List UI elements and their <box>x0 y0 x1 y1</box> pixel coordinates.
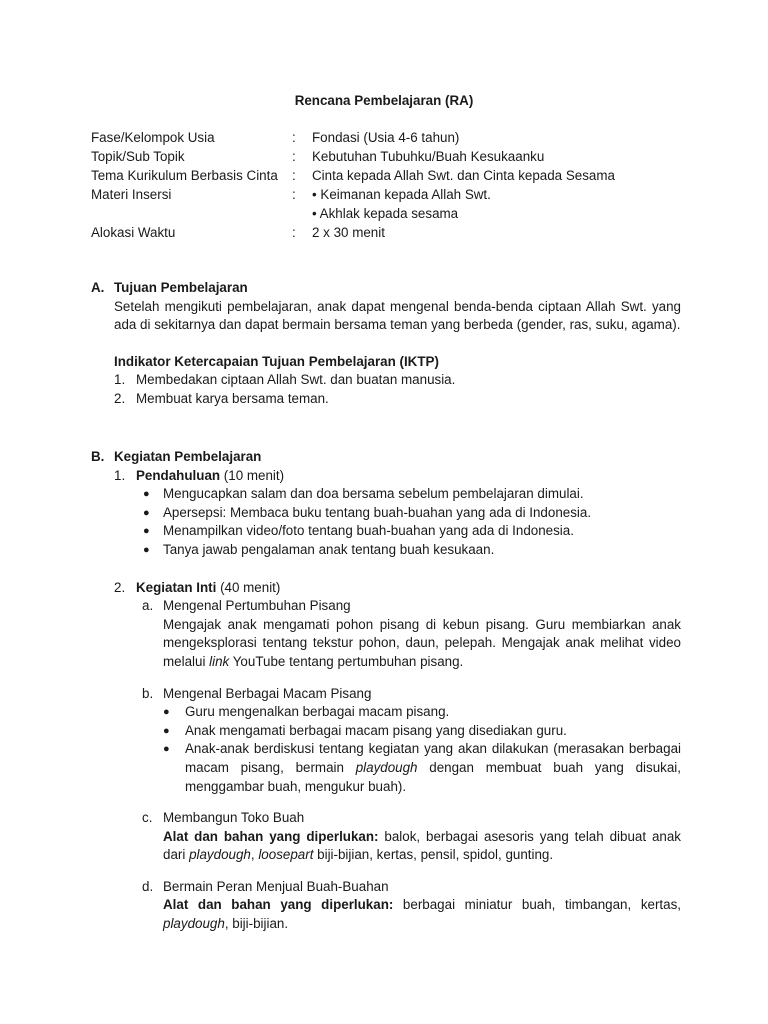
meta-value <box>312 148 692 167</box>
section-a-body <box>91 298 681 409</box>
bullet-text: Menampilkan video/foto tentang buah-buahan yang ada di Indonesia. <box>163 523 574 539</box>
subsection-title: Bermain Peran Menjual Buah-Buahan <box>163 878 389 894</box>
subsection-heading <box>142 685 681 704</box>
pendahuluan-duration: (10 menit) <box>220 467 285 483</box>
bullet-icon: ● <box>143 525 150 538</box>
list-number: 1. <box>114 372 126 388</box>
meta-value-line: Cinta kepada Allah Swt. dan Cinta kepada Sesama <box>312 168 615 183</box>
meta-value-line: Kebutuhan Tubuhku/Buah Kesukaanku <box>312 149 545 164</box>
meta-value-line: Fondasi (Usia 4-6 tahun) <box>312 130 460 145</box>
meta-row <box>91 148 692 167</box>
subsection-title: Mengenal Pertumbuhan Pisang <box>163 598 351 614</box>
meta-colon: : <box>292 225 296 240</box>
bullet-text: Apersepsi: Membaca buku tentang buah-buahan yang ada di Indonesia. <box>163 504 592 520</box>
subsection-heading <box>142 878 681 897</box>
body-italic: playdough <box>355 759 418 775</box>
subsection-letter: c. <box>142 810 153 826</box>
meta-value <box>312 167 692 186</box>
section-title: Tujuan Pembelajaran <box>114 280 248 295</box>
section-number: A. <box>91 280 105 295</box>
bullet-text: Guru mengenalkan berbagai macam pisang. <box>185 704 450 720</box>
meta-value <box>312 224 692 243</box>
meta-value <box>312 129 692 148</box>
document-title: Rencana Pembelajaran (RA) <box>294 93 474 108</box>
list-text: Membedakan ciptaan Allah Swt. dan buatan manusia. <box>136 372 456 388</box>
body-italic: link <box>209 653 230 669</box>
body-italic: loosepart <box>258 847 314 863</box>
body-text: Anak-anak berdiskusi tentang kegiatan yang akan dilakukan (merasakan berbagai macam pisang, bermain <box>185 741 681 775</box>
body-text: berbagai miniatur buah, timbangan, kertas, <box>393 897 682 913</box>
body-bold: Alat dan bahan yang diperlukan: <box>163 828 379 844</box>
body-text: , biji-bijian. <box>224 916 289 932</box>
subsection-heading <box>142 597 681 616</box>
meta-row <box>91 186 692 224</box>
body-bold: Alat dan bahan yang diperlukan: <box>163 897 394 913</box>
bullet-text <box>185 740 681 796</box>
meta-label: Fase/Kelompok Usia <box>91 130 215 145</box>
section-b <box>91 448 681 934</box>
body-text: Mengajak anak mengamati pohon pisang di kebun pisang. Guru membiarkan anak mengeksplorasi tentang tekstur pohon, daun, pelepah. Mengajak anak melihat video melalui <box>163 616 681 669</box>
section-number: B. <box>91 449 105 464</box>
meta-table <box>91 129 692 243</box>
subsection-heading <box>142 809 681 828</box>
inti-label <box>136 579 280 598</box>
meta-label: Materi Insersi <box>91 187 172 202</box>
bullet-icon: ● <box>163 706 170 719</box>
subsection-letter: a. <box>142 598 154 614</box>
section-a-heading <box>91 279 681 298</box>
subsection-a-body <box>142 616 681 672</box>
inti-subsections <box>114 597 681 934</box>
meta-row <box>91 129 692 148</box>
list-number: 1. <box>114 467 126 483</box>
bullet-text: Anak mengamati berbagai macam pisang yang disediakan guru. <box>185 722 567 738</box>
section-b-heading <box>91 448 681 467</box>
bullet-item <box>163 722 681 741</box>
bullet-icon: ● <box>143 506 150 519</box>
subsection-letter: b. <box>142 685 154 701</box>
meta-colon: : <box>292 130 296 145</box>
meta-value <box>312 186 692 224</box>
meta-colon: : <box>292 168 296 183</box>
section-b-body <box>91 467 681 934</box>
subsection-title: Mengenal Berbagai Macam Pisang <box>163 685 372 701</box>
list-text: Membuat karya bersama teman. <box>136 390 329 406</box>
body-text: YouTube tentang pertumbuhan pisang. <box>229 653 464 669</box>
bullet-text: Tanya jawab pengalaman anak tentang buah kesukaan. <box>163 541 495 557</box>
bullet-item <box>143 504 681 523</box>
subsection-letter: d. <box>142 878 154 894</box>
pendahuluan-title: Pendahuluan <box>136 467 221 483</box>
bullet-icon: ● <box>163 724 170 737</box>
meta-label: Alokasi Waktu <box>91 225 176 240</box>
body-text: , <box>250 847 259 863</box>
subsection-d-body <box>142 896 681 933</box>
pendahuluan-bullets <box>114 485 681 559</box>
meta-value-line: • Akhlak kepada sesama <box>312 205 459 221</box>
meta-value-line: • Keimanan kepada Allah Swt. <box>312 187 491 202</box>
bullet-text: Mengucapkan salam dan doa bersama sebelum pembelajaran dimulai. <box>163 486 584 502</box>
pendahuluan-heading <box>114 467 681 486</box>
meta-colon: : <box>292 149 296 164</box>
section-title: Kegiatan Pembelajaran <box>114 449 262 464</box>
meta-colon: : <box>292 187 296 202</box>
bullet-item <box>143 522 681 541</box>
meta-row <box>91 167 692 186</box>
bullet-icon: ● <box>163 743 170 756</box>
bullet-item <box>163 703 681 722</box>
list-number: 2. <box>114 390 126 406</box>
body-italic: playdough <box>189 847 251 863</box>
kegiatan-inti-heading <box>114 579 681 598</box>
list-item <box>114 371 681 390</box>
inti-title: Kegiatan Inti <box>136 579 217 595</box>
meta-label: Topik/Sub Topik <box>91 149 185 164</box>
subsection-title: Membangun Toko Buah <box>163 810 305 826</box>
iktp-heading: Indikator Ketercapaian Tujuan Pembelajaran (IKTP) <box>114 353 439 369</box>
subsection-b-bullets <box>142 703 681 796</box>
bullet-icon: ● <box>143 488 150 501</box>
body-text: dengan membuat buah yang disukai, menggambar buah, mengukur buah). <box>185 759 681 794</box>
body-italic: playdough <box>163 916 225 932</box>
bullet-item <box>143 541 681 560</box>
tujuan-paragraph: Setelah mengikuti pembelajaran, anak dapat mengenal benda-benda ciptaan Allah Swt. yang ada di sekitarnya dan dapat bermain bersama teman yang berbeda (gender, ras, suku, agama). <box>114 298 681 333</box>
pendahuluan-label <box>136 467 284 486</box>
list-item <box>114 390 681 409</box>
bullet-item <box>143 485 681 504</box>
body-text: biji-bijian, kertas, pensil, spidol, gunting. <box>313 847 554 863</box>
meta-value-line: 2 x 30 menit <box>312 225 385 240</box>
body-text: balok, berbagai asesoris yang telah dibuat anak dari <box>163 828 681 863</box>
meta-row <box>91 224 692 243</box>
bullet-item <box>163 740 681 796</box>
section-a <box>91 279 681 409</box>
bullet-icon: ● <box>143 543 150 556</box>
list-number: 2. <box>114 579 126 595</box>
subsection-c-body <box>142 828 681 865</box>
inti-duration: (40 menit) <box>216 579 281 595</box>
meta-label: Tema Kurikulum Berbasis Cinta <box>91 168 278 183</box>
